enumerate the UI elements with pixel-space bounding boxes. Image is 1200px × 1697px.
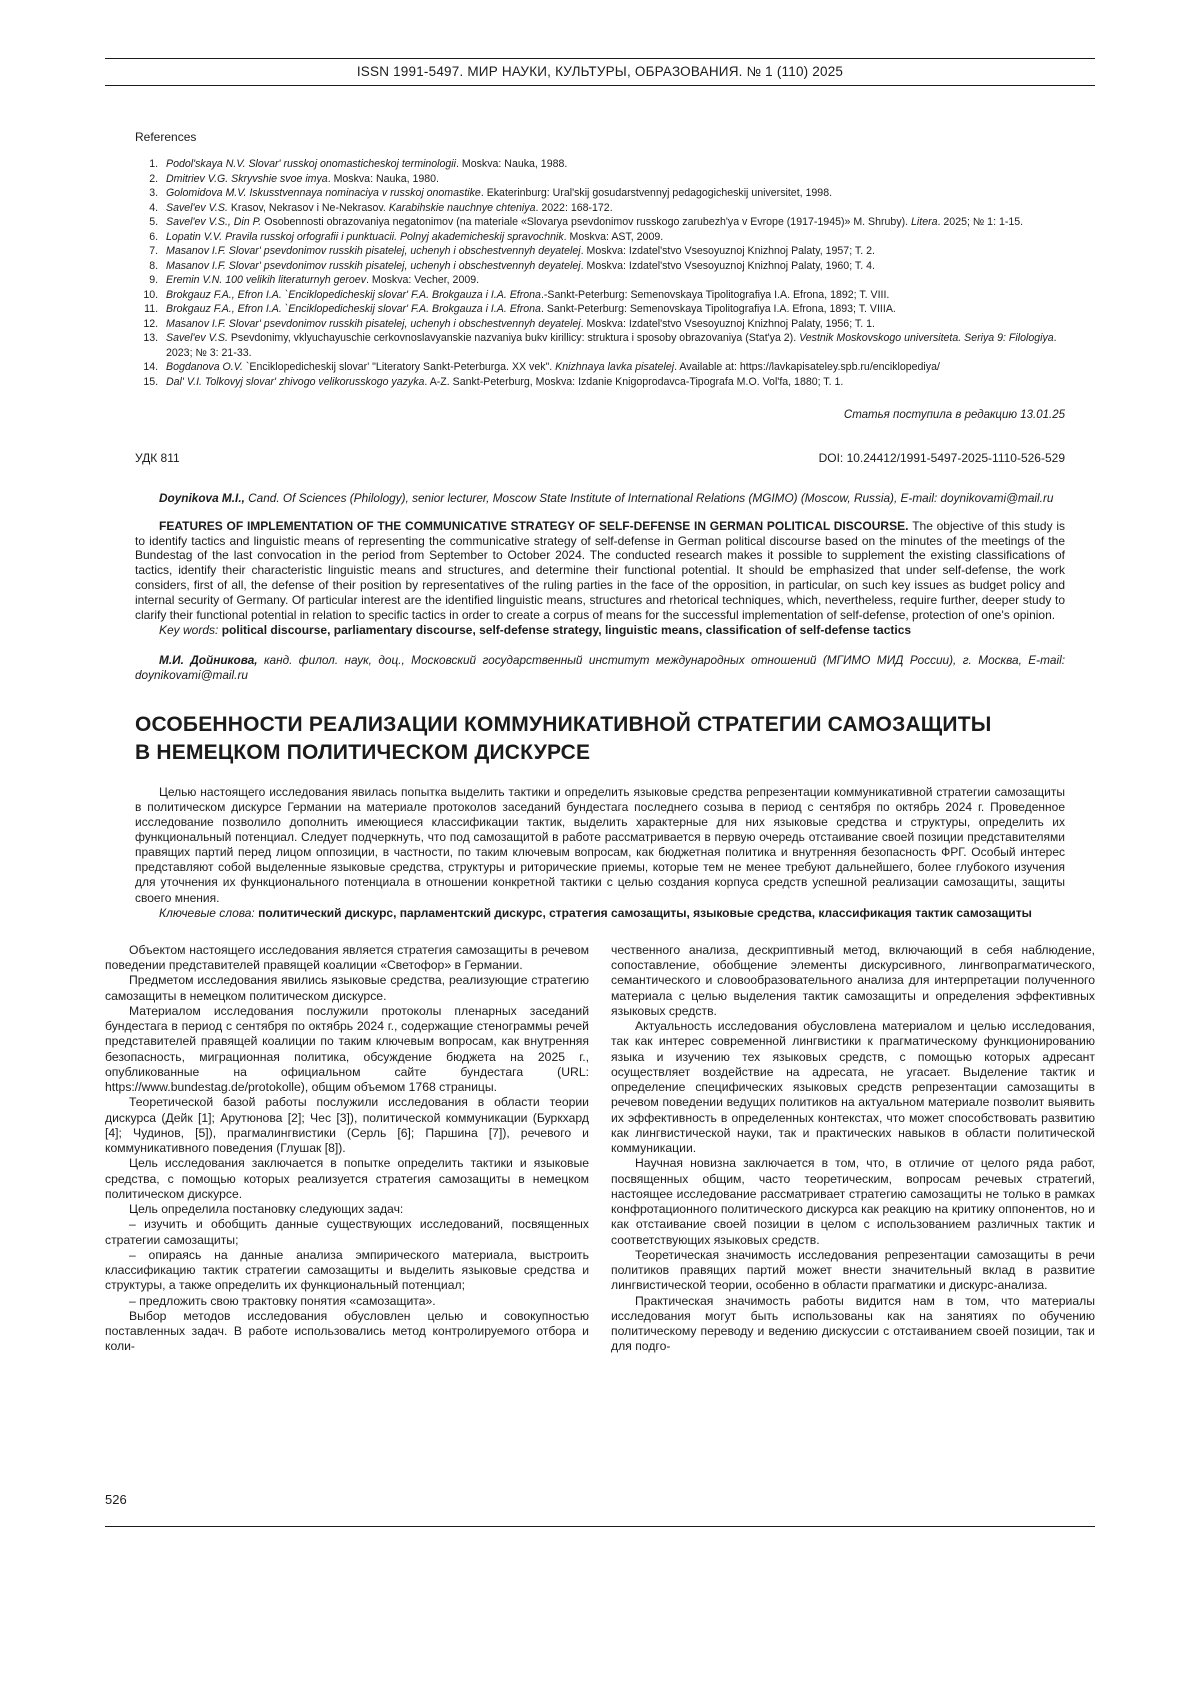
body-paragraph: Объектом настоящего исследования является стратегия самозащиты в речевом поведении представителей правящей коалиции «Светофор» в Германии.	[105, 942, 589, 973]
body-paragraph: Выбор методов исследования обусловлен целью и совокупностью поставленных задач. В работе использовались метод контролируемого отбора и коли-	[105, 1308, 589, 1354]
doi-label: DOI: 10.24412/1991-5497-2025-1110-526-529	[818, 451, 1065, 465]
journal-header	[105, 58, 1095, 86]
references-heading: References	[135, 130, 197, 144]
reference-item: 4. Savel'ev V.S. Krasov, Nekrasov i Ne-Nekrasov. Karabihskie nauchnye chteniya. 2022: 168-172.	[161, 201, 1065, 216]
reference-item: 7. Masanov I.F. Slovar' psevdonimov russkih pisatelej, uchenyh i obschestvennyh deyatelej. Moskva: Izdatel'stvo Vsesoyuznoj Knizhnoj Palaty, 1957; T. 2.	[161, 244, 1065, 259]
body-paragraph: – изучить и обобщить данные существующих исследований, посвященных стратегии самозащиты;	[105, 1217, 589, 1247]
udc-label: УДК 811	[135, 451, 180, 465]
abstract-en: FEATURES OF IMPLEMENTATION OF THE COMMUNICATIVE STRATEGY OF SELF-DEFENSE IN GERMAN POLITICAL DISCOURSE. The objective of this study is to identify tactics and linguistic means of representing the communicative strategy of self-defense in German political discourse based on the minutes of the meetings of the Bundestag of the last convocation in the period from September to October 2024. The conducted research makes it possible to supplement the existing classifications of tactics, identify their characteristic linguistic means and structures, and determine their functional potential. It should be emphasized that under self-defense, the work considers, first of all, the defense of their position by representatives of the ruling parties in the face of the opposition, in particular, on such key issues as budget policy and internal security of Germany. Of particular interest are the identified linguistic means, structures and rhetorical techniques, which, nevertheless, require further, deeper study to clarify their functional potential in relation to specific tactics in order to create a corpus of means for the successful implementation of self-defense, protection of one's opinion.	[135, 518, 1065, 622]
body-paragraph: Материалом исследования послужили протоколы пленарных заседаний бундестага в период с сентября по октябрь 2024 г., содержащие стенограммы речей представителей правящей коалиции по таким ключевым вопросам, как внутренняя безопасность, миграционная политика, обсуждение бюджета на 2025 г., опубликованные на официальном сайте бундестага (URL: https://www.bundestag.de/protokolle), общим объемом 1768 страницы.	[105, 1003, 589, 1095]
body-paragraph: чественного анализа, дескриптивный метод, включающий в себя наблюдение, сопоставление, обобщение элементы дискурсивного, лингвопрагматического, семантического и словообразовательного анализа для интерпретации полученного материала с целью выделения тактик самозащиты и определения эффективных языковых средств.	[611, 942, 1095, 1018]
body-paragraph: Цель исследования заключается в попытке определить тактики и языковые средства, с помощью которых реализуется стратегия самозащиты в немецком политическом дискурсе.	[105, 1156, 589, 1201]
article-title-line: ОСОБЕННОСТИ РЕАЛИЗАЦИИ КОММУНИКАТИВНОЙ СТРАТЕГИИ САМОЗАЩИТЫ	[135, 713, 992, 737]
body-paragraph: Актуальность исследования обусловлена материалом и целью исследования, так как интерес современной лингвистики к прагматическому функционированию языка и изучению тех языковых средств, с помощью которых адресант осуществляет воздействие на адресата, не угасает. Выделение тактик и определение специфических языковых средств репрезентации самозащиты в речевом поведении ведущих политиков на актуальном материале позволит выявить их эффективность в определенных контекстах, что может способствовать развитию как лингвистической науки, так и практических навыков в области политической коммуникации.	[611, 1019, 1095, 1156]
body-paragraph: Цель определила постановку следующих задач:	[129, 1202, 404, 1217]
references-list	[135, 157, 1065, 389]
article-title-line: В НЕМЕЦКОМ ПОЛИТИЧЕСКОМ ДИСКУРСЕ	[135, 741, 591, 765]
column-right	[611, 943, 1095, 1355]
reference-item: 9. Eremin V.N. 100 velikih literaturnyh geroev. Moskva: Vecher, 2009.	[161, 273, 1065, 288]
reference-item: 14. Bogdanova O.V. `Enciklopedicheskij slovar' "Literatory Sankt-Peterburga. XX vek". Knizhnaya lavka pisatelej. Available at: https://lavkapisateley.spb.ru/enciklopediya/	[161, 360, 1065, 375]
body-paragraph: Научная новизна заключается в том, что, в отличие от целого ряда работ, посвященных общим, часто теоретическим, вопросам речевых стратегий, настоящее исследование рассматривает стратегию самозащиты не только в рамках конфротационного политического дискурса как реакцию на критику оппонентов, но и как отстаивание своей позиции в целом с использованием различных тактик и соответствующих языковых средств.	[611, 1156, 1095, 1247]
reference-item: 1. Podol'skaya N.V. Slovar' russkoj onomasticheskoj terminologii. Moskva: Nauka, 1988.	[161, 157, 1065, 172]
body-paragraph: – опираясь на данные анализа эмпирического материала, выстроить классификацию тактик стратегии самозащиты и выделить языковые средства и структуры, а также определить их функциональный потенциал;	[105, 1247, 589, 1293]
author-info-en: Doynikova M.I., Cand. Of Sciences (Philology), senior lecturer, Moscow State Institute of International Relations (MGIMO) (Moscow, Russia), E-mail: doynikovami@mail.ru	[159, 491, 1054, 505]
footer-rule	[105, 1526, 1095, 1527]
udc-doi-row	[135, 451, 1065, 465]
reference-item: 12. Masanov I.F. Slovar' psevdonimov russkih pisatelej, uchenyh i obschestvennyh deyatelej. Moskva: Izdatel'stvo Vsesoyuznoj Knizhnoj Palaty, 1956; T. 1.	[161, 317, 1065, 332]
abstract-ru: Целью настоящего исследования явилась попытка выделить тактики и определить языковые средства репрезентации коммуникативной стратегии самозащиты в политическом дискурсе Германии на материале протоколов заседаний бундестага последнего созыва в период с сентября по октябрь 2024 г. Проведенное исследование позволило дополнить имеющиеся классификации тактик, выделить характерные для них языковые средства и структуры, определить их функциональный потенциал. Следует подчеркнуть, что под самозащитой в работе рассматривается в первую очередь отстаивание своей позиции представителями правящих партий перед лицом оппозиции, в частности, по таким ключевым вопросам, как бюджетная политика и внутренняя безопасность ФРГ. Особый интерес представляют собой выделенные языковые средства, структуры и риторические приемы, которые тем не менее требуют дальнейшего, более глубокого изучения для уточнения их функционального потенциала в отношении конкретной тактики с целью создания корпуса средств успешной реализации самозащиты, защиты своего мнения.	[135, 784, 1065, 905]
keywords-ru: Ключевые слова: политический дискурс, парламентский дискурс, стратегия самозащиты, языковые средства, классификация тактик самозащиты	[159, 905, 1032, 920]
received-note: Статья поступила в редакцию 13.01.25	[843, 409, 1065, 421]
article-title	[135, 711, 1065, 766]
author-info-ru: М.И. Дойникова, канд. филол. наук, доц., Московский государственный институт международных отношений (МГИМО МИД России), г. Москва, E-mail: doynikovami@mail.ru	[135, 652, 1065, 683]
body-paragraph: Теоретическая значимость исследования репрезентации самозащиты в речи политиков правящих партий может внести значительный вклад в развитие лингвистической теории, особенно в области прагматики и дискурс-анализа.	[611, 1247, 1095, 1293]
reference-item: 13. Savel'ev V.S. Psevdonimy, vklyuchayuschie cerkovnoslavyanskie nazvaniya bukv kirillicy: struktura i sposoby obrazovaniya (Stat'ya 2). Vestnik Moskovskogo universiteta. Seriya 9: Filologiya. 2023; № 3: 21-33.	[161, 331, 1065, 360]
body-columns	[105, 943, 1095, 1355]
page-number: 526	[105, 1492, 127, 1507]
column-left	[105, 943, 589, 1355]
journal-header-text: ISSN 1991-5497. МИР НАУКИ, КУЛЬТУРЫ, ОБРАЗОВАНИЯ. № 1 (110) 2025	[356, 64, 844, 79]
reference-item: 8. Masanov I.F. Slovar' psevdonimov russkih pisatelej, uchenyh i obschestvennyh deyatelej. Moskva: Izdatel'stvo Vsesoyuznoj Knizhnoj Palaty, 1960; T. 4.	[161, 259, 1065, 274]
body-paragraph: Теоретической базой работы послужили исследования в области теории дискурса (Дейк [1]; Арутюнова [2]; Чес [3]), политической коммуникации (Буркхард [4]; Чудинов, [5]), прагмалингвистики (Серль [6]; Паршина [7]), речевого и коммуникативного поведения (Глушак [8]).	[105, 1095, 589, 1156]
reference-item: 2. Dmitriev V.G. Skryvshie svoe imya. Moskva: Nauka, 1980.	[161, 172, 1065, 187]
reference-item: 3. Golomidova M.V. Iskusstvennaya nominaciya v russkoj onomastike. Ekaterinburg: Ural'skij gosudarstvennyj pedagogicheskij universitet, 1998.	[161, 186, 1065, 201]
body-paragraph: Предметом исследования явились языковые средства, реализующие стратегию самозащиты в немецком политическом дискурсе.	[105, 973, 589, 1003]
keywords-en: Key words: political discourse, parliamentary discourse, self-defense strategy, linguistic means, classification of self-defense tactics	[159, 622, 912, 637]
reference-item: 15. Dal' V.I. Tolkovyj slovar' zhivogo velikorusskogo yazyka. A-Z. Sankt-Peterburg, Moskva: Izdanie Knigoprodavca-Tipografa M.O. Vol'fa, 1880; T. 1.	[161, 375, 1065, 390]
references-section	[135, 130, 1065, 389]
reference-item: 11. Brokgauz F.A., Efron I.A. `Enciklopedicheskij slovar' F.A. Brokgauza i I.A. Efrona. Sankt-Peterburg: Semenovskaya Tipolitografiya I.A. Efrona, 1893; T. VIIIA.	[161, 302, 1065, 317]
reference-item: 10. Brokgauz F.A., Efron I.A. `Enciklopedicheskij slovar' F.A. Brokgauza i I.A. Efrona.-Sankt-Peterburg: Semenovskaya Tipolitografiya I.A. Efrona, 1892; T. VIII.	[161, 288, 1065, 303]
body-paragraph: Практическая значимость работы видится нам в том, что материалы исследования могут быть использованы как на занятиях по обучению политическому переводу и ведению дискуссии с отстаиванием своей позиции, так и для подго-	[611, 1293, 1095, 1354]
reference-item: 6. Lopatin V.V. Pravila russkoj orfografii i punktuacii. Polnyj akademicheskij spravochnik. Moskva: AST, 2009.	[161, 230, 1065, 245]
reference-item: 5. Savel'ev V.S., Din P. Osobennosti obrazovaniya negatonimov (na materiale «Slovarya psevdonimov russkogo zarubezh'ya v Evrope (1917-1945)» M. Shruby). Litera. 2025; № 1: 1-15.	[161, 215, 1065, 230]
body-paragraph: – предложить свою трактовку понятия «самозащита».	[129, 1293, 436, 1308]
